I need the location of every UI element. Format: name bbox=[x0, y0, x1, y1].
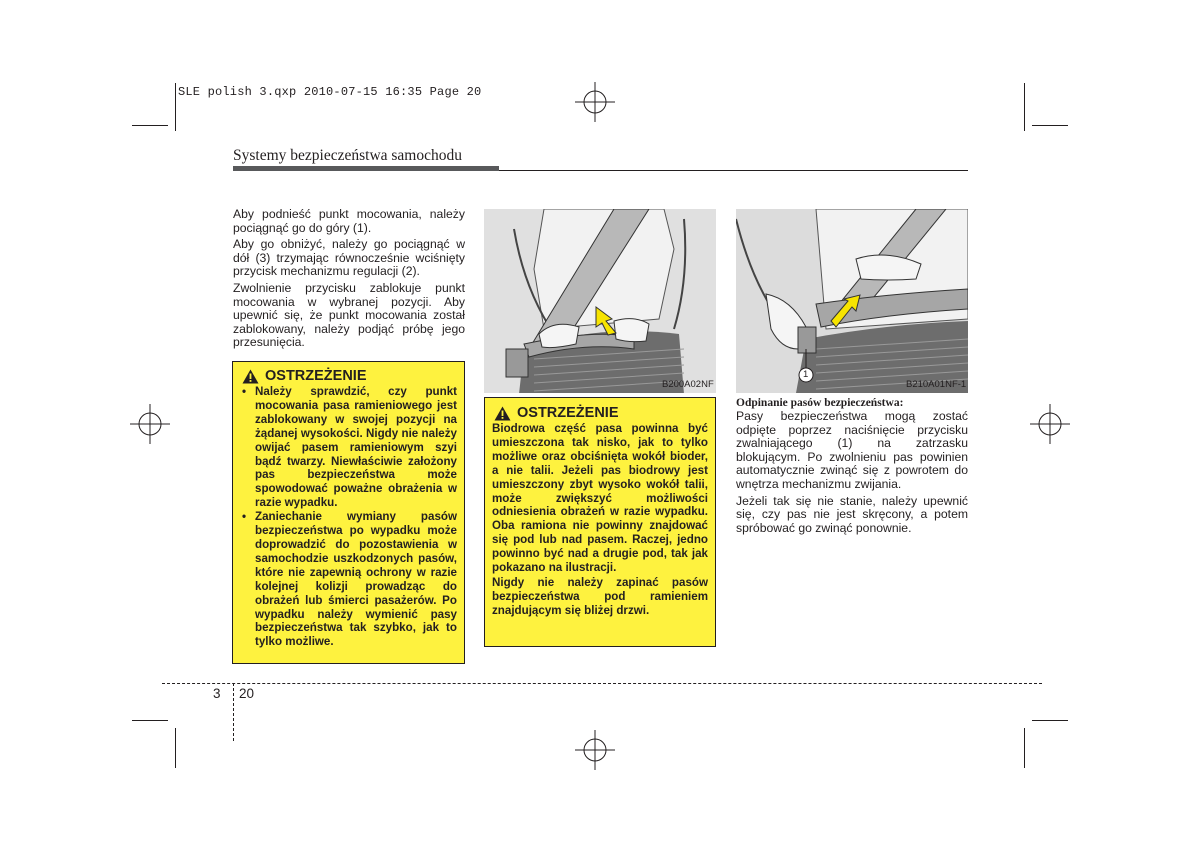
warning-triangle-icon bbox=[242, 369, 259, 384]
paragraph: Pasy bezpieczeństwa mogą zostać odpięte poprzez naciśnięcie przycisku zwalniającego (1) na zatrzasku blokującym. Po zwolnieniu pas powinien automatycznie zwinąć się z powrotem do wnętrza mechanizmu zwijania. bbox=[736, 409, 968, 491]
page-number: 20 bbox=[239, 686, 255, 701]
crop-mark bbox=[132, 720, 168, 721]
seatbelt-release-illustration bbox=[736, 209, 968, 393]
footer-dashed-rule bbox=[162, 683, 1042, 684]
section-title: Systemy bezpieczeństwa samochodu bbox=[233, 147, 462, 164]
registration-mark-icon bbox=[575, 82, 615, 122]
footer-dashed-divider bbox=[233, 683, 234, 741]
warning-bullet: • Zaniechanie wymiany pasów bezpieczeństwa po wypadku może doprowadzić do pozostawienia w samochodzie uszkodzonych pasów, które nie zapewnią ochrony w razie kolejnej kolizji prowadząc do obrażeń lub śmierci pasażerów. Po wypadku należy wymienić pasy bezpieczeństwa tak szybko, jak to tylko możliwe. bbox=[240, 510, 457, 649]
right-column-text bbox=[736, 397, 968, 538]
warning-paragraph: Nigdy nie należy zapinać pasów bezpieczeństwa pod ramieniem znajdującym się bliżej drzwi. bbox=[492, 575, 708, 617]
warning-triangle-icon bbox=[494, 406, 511, 421]
warning-title: OSTRZEŻENIE bbox=[517, 405, 619, 421]
paragraph: Aby go obniżyć, należy go pociągnąć w dół (3) trzymając równocześnie wciśnięty przycisk mechanizmu regulacji (2). bbox=[233, 237, 465, 279]
warning-title: OSTRZEŻENIE bbox=[265, 368, 367, 384]
registration-mark-icon bbox=[130, 404, 170, 444]
warning-box-left bbox=[232, 361, 465, 664]
buckle-release-image bbox=[736, 209, 968, 393]
figure-label: B200A02NF bbox=[662, 379, 714, 390]
crop-mark bbox=[1024, 728, 1025, 768]
registration-mark-icon bbox=[575, 730, 615, 770]
paragraph: Aby podnieść punkt mocowania, należy pociągnąć go do góry (1). bbox=[233, 207, 465, 235]
warning-box-middle bbox=[484, 397, 716, 647]
header-rule-thin bbox=[499, 170, 968, 171]
warning-paragraph: Biodrowa część pasa powinna być umieszczona tak nisko, jak to tylko możliwe oraz obciśnięta wokół bioder, a nie talii. Jeżeli pas biodrowy jest umieszczony zbyt wysoko wokół talii, może zwiększyć możliwości odniesienia obrażeń w razie wypadku. Oba ramiona nie powinny znajdować się pod lub nad pasem. Raczej, jedno powinno być nad a drugie pod, tak jak pokazano na ilustracji. bbox=[492, 422, 708, 575]
crop-mark bbox=[1032, 125, 1068, 126]
paragraph: Jeżeli tak się nie stanie, należy upewnić się, czy pas nie jest skręcony, a potem spróbować go zwinąć ponownie. bbox=[736, 493, 968, 535]
seated-passenger-image bbox=[484, 209, 716, 393]
header-rule-thick bbox=[233, 166, 499, 171]
print-slug: SLE polish 3.qxp 2010-07-15 16:35 Page 20 bbox=[178, 85, 482, 99]
crop-mark bbox=[175, 728, 176, 768]
seatbelt-lap-illustration bbox=[484, 209, 716, 393]
registration-mark-icon bbox=[1030, 404, 1070, 444]
crop-mark bbox=[132, 125, 168, 126]
chapter-number: 3 bbox=[213, 686, 221, 701]
paragraph: Zwolnienie przycisku zablokuje punkt mocowania w wybranej pozycji. Aby upewnić się, że punkt mocowania został zablokowany, należy podjąć próbę jego przesunięcia. bbox=[233, 280, 465, 350]
figure-label: B210A01NF-1 bbox=[906, 379, 967, 390]
warning-bullet: • Należy sprawdzić, czy punkt mocowania pasa ramieniowego jest zablokowany w swojej pozycji na żądanej wysokości. Nigdy nie należy owijać pasem ramieniowym szyi bądź twarzy. Niewłaściwie założony pas bezpieczeństwa może spowodować poważne obrażenia w razie wypadku. bbox=[240, 385, 457, 510]
subheading: Odpinanie pasów bezpieczeństwa: bbox=[736, 397, 904, 409]
left-column-text bbox=[233, 208, 465, 353]
crop-mark bbox=[175, 83, 176, 131]
callout-number: 1 bbox=[803, 369, 809, 380]
crop-mark bbox=[1024, 83, 1025, 131]
crop-mark bbox=[1032, 720, 1068, 721]
